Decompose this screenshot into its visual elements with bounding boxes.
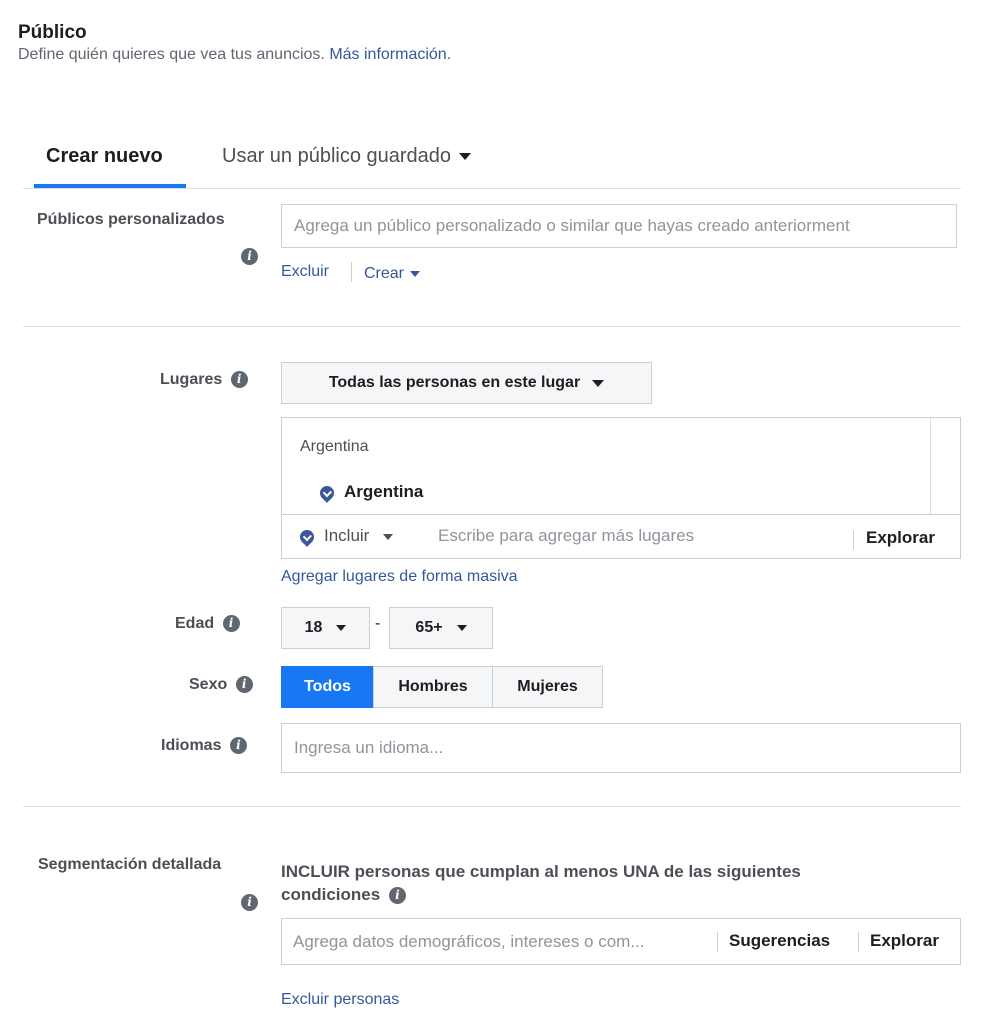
create-audience-label: Crear (364, 265, 405, 282)
tab-use-saved-audience[interactable] (222, 145, 471, 168)
tab-create-new[interactable]: Crear nuevo (46, 145, 163, 167)
explore-locations-button[interactable]: Explorar (866, 528, 935, 547)
age-min-dropdown[interactable] (281, 607, 370, 649)
age-separator: - (375, 615, 381, 632)
languages-input[interactable] (281, 723, 961, 773)
location-type-dropdown[interactable] (281, 362, 652, 404)
exclude-people-link[interactable]: Excluir personas (281, 991, 400, 1008)
bulk-locations-link[interactable]: Agregar lugares de forma masiva (281, 568, 518, 585)
more-info-link[interactable]: Más información. (329, 46, 452, 63)
age-label: Edad (175, 615, 215, 632)
explore-targeting-button[interactable]: Explorar (870, 931, 939, 950)
caret-down-icon (457, 625, 467, 631)
subtitle-text: Define quién quieres que vea tus anuncios. (18, 46, 325, 63)
age-label-group (175, 615, 240, 633)
link-separator (351, 262, 352, 282)
caret-down-icon (336, 625, 346, 631)
location-group-header: Argentina (300, 438, 369, 455)
include-label: Incluir (324, 526, 370, 545)
section-divider (23, 326, 961, 327)
explore-separator (853, 530, 854, 550)
selected-location-item[interactable] (320, 482, 423, 502)
tabs-divider (23, 188, 961, 189)
section-divider (23, 806, 961, 807)
location-type-value: Todas las personas en este lugar (328, 374, 581, 391)
info-icon[interactable]: i (241, 248, 258, 265)
detailed-targeting-label: Segmentación detallada (38, 856, 222, 873)
include-condition-text: INCLUIR personas que cumplan al menos UNA de las siguientes (281, 862, 801, 881)
exclude-custom-audience-link[interactable]: Excluir (281, 263, 330, 280)
info-icon[interactable]: i (223, 615, 240, 632)
custom-audience-input[interactable] (281, 204, 957, 248)
gender-label: Sexo (189, 676, 228, 693)
languages-placeholder: Ingresa un idioma... (294, 738, 444, 757)
caret-down-icon (410, 271, 420, 277)
selected-location-name: Argentina (344, 482, 424, 501)
locations-inner-divider (282, 514, 960, 515)
custom-audiences-label: Públicos personalizados (37, 211, 225, 228)
include-condition-line2: condiciones (281, 885, 381, 904)
caret-down-icon (459, 153, 471, 160)
gender-option-men[interactable]: Hombres (373, 666, 493, 708)
create-audience-dropdown[interactable] (364, 265, 420, 283)
age-max-dropdown[interactable] (389, 607, 493, 649)
locations-box (281, 417, 961, 559)
detailed-targeting-box (281, 918, 961, 965)
gender-option-women[interactable]: Mujeres (492, 666, 603, 708)
info-icon[interactable]: i (230, 737, 247, 754)
include-dropdown[interactable] (300, 526, 393, 546)
location-search-input[interactable]: Escribe para agregar más lugares (438, 526, 695, 545)
page-subtitle (18, 46, 451, 64)
location-pin-icon (317, 483, 337, 503)
caret-down-icon (592, 380, 604, 387)
age-max-value: 65+ (415, 619, 443, 636)
suggestions-button[interactable]: Sugerencias (729, 931, 831, 950)
info-icon[interactable]: i (236, 676, 253, 693)
scrollbar-track[interactable] (930, 418, 931, 514)
info-icon[interactable]: i (389, 887, 406, 904)
tab-use-saved-label: Usar un público guardado (222, 145, 452, 167)
locations-label: Lugares (160, 371, 223, 388)
location-pin-icon (297, 527, 317, 547)
age-min-value: 18 (304, 619, 323, 636)
explore-separator (858, 932, 859, 952)
page-title: Público (18, 22, 87, 43)
suggestions-separator (717, 932, 718, 952)
info-icon[interactable]: i (241, 894, 258, 911)
caret-down-icon (383, 534, 393, 540)
languages-label: Idiomas (161, 737, 222, 754)
detailed-targeting-input[interactable]: Agrega datos demográficos, intereses o com... (293, 932, 645, 951)
languages-label-group (161, 737, 247, 755)
custom-audience-placeholder: Agrega un público personalizado o similar que hayas creado anteriorment (294, 216, 850, 235)
info-icon[interactable]: i (231, 371, 248, 388)
gender-option-all[interactable]: Todos (281, 666, 374, 708)
locations-label-group (160, 371, 248, 389)
include-condition-text-2 (281, 885, 406, 905)
gender-label-group (189, 676, 253, 694)
